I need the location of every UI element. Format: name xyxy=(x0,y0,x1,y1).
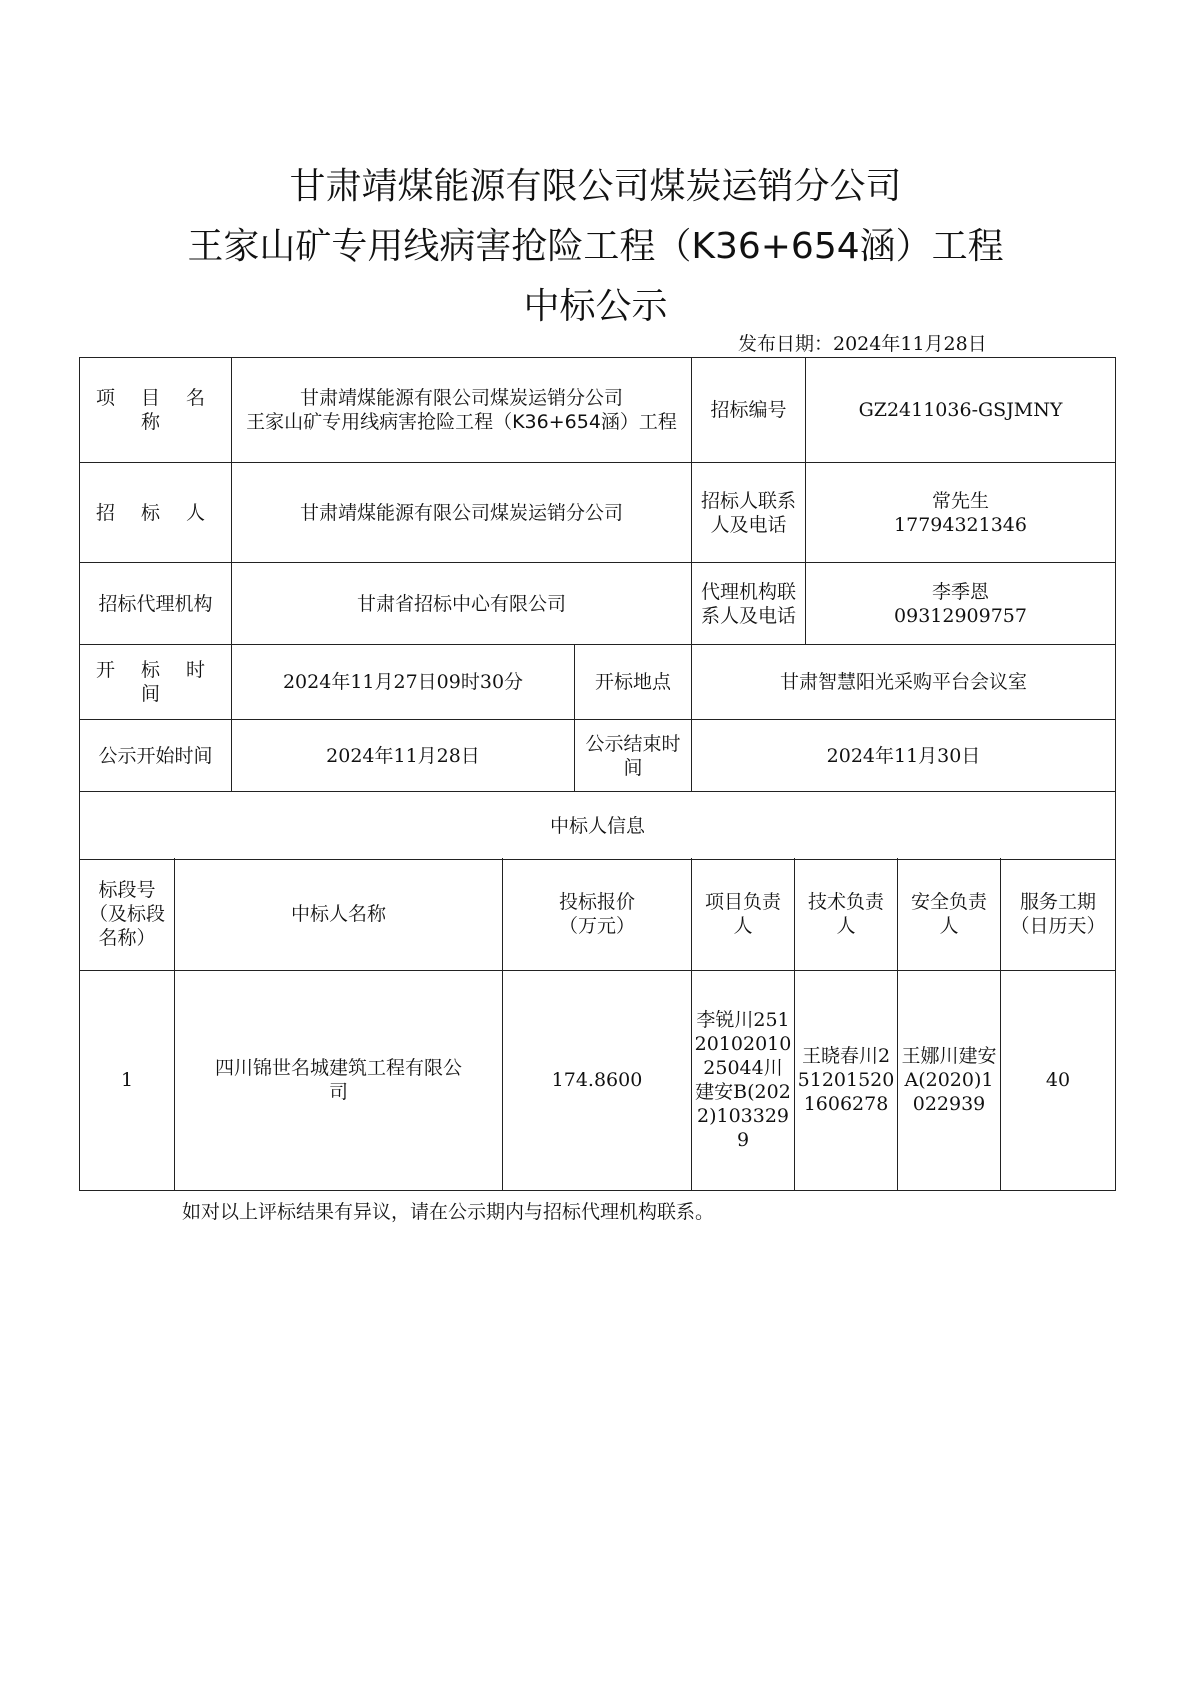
row-price: 174.8600 xyxy=(503,970,692,1190)
agency-contact-label: 代理机构联系人及电话 xyxy=(692,563,806,645)
header-project-manager: 项目负责人 xyxy=(692,858,795,970)
row-lot: 1 xyxy=(80,970,175,1190)
publish-date: 发布日期：2024年11月28日 xyxy=(738,333,987,355)
project-name-label: 项 目 名 称 xyxy=(80,358,232,463)
agency-label: 招标代理机构 xyxy=(80,563,232,645)
project-name-line2: 王家山矿专用线病害抢险工程（K36+654涵）工程 xyxy=(246,411,677,433)
publicity-start-label: 公示开始时间 xyxy=(80,720,232,792)
bid-no-label: 招标编号 xyxy=(692,358,806,463)
agency-contact-phone: 09312909757 xyxy=(894,604,1027,627)
tenderer-value: 甘肃靖煤能源有限公司煤炭运销分公司 xyxy=(232,463,692,563)
objection-note: 如对以上评标结果有异议，请在公示期内与招标代理机构联系。 xyxy=(182,1201,715,1223)
document-title-line1: 甘肃靖煤能源有限公司煤炭运销分公司 xyxy=(289,166,902,207)
agency-value: 甘肃省招标中心有限公司 xyxy=(232,563,692,645)
agency-contact-value xyxy=(806,563,1116,645)
open-time-value: 2024年11月27日09时30分 xyxy=(232,645,575,720)
project-name-line1: 甘肃靖煤能源有限公司煤炭运销分公司 xyxy=(300,387,624,409)
publicity-end-label: 公示结束时间 xyxy=(575,720,692,792)
open-time-label: 开 标 时 间 xyxy=(80,645,232,720)
publicity-end-value: 2024年11月30日 xyxy=(692,720,1116,792)
winner-table xyxy=(79,858,1116,1191)
tenderer-contact-phone: 17794321346 xyxy=(894,513,1027,536)
header-service-period: 服务工期（日历天） xyxy=(1001,858,1116,970)
row-tech-manager: 王晓春川2512015201606278 xyxy=(795,970,898,1190)
header-tech-manager: 技术负责人 xyxy=(795,858,898,970)
tenderer-label: 招 标 人 xyxy=(80,463,232,563)
document-title-line2: 王家山矿专用线病害抢险工程（K36+654涵）工程 xyxy=(187,226,1004,267)
header-safety-manager: 安全负责人 xyxy=(898,858,1001,970)
project-name-value xyxy=(232,358,692,463)
row-safety-manager: 王娜川建安A(2020)1022939 xyxy=(898,970,1001,1190)
header-winner-name: 中标人名称 xyxy=(175,858,503,970)
header-price: 投标报价（万元） xyxy=(503,858,692,970)
agency-contact-name: 李季恩 xyxy=(932,580,990,603)
bid-no-value: GZ2411036-GSJMNY xyxy=(806,358,1116,463)
publicity-start-value: 2024年11月28日 xyxy=(232,720,575,792)
row-project-manager: 李锐川2512010201025044川建安B(2022)1033299 xyxy=(692,970,795,1190)
winner-section-title: 中标人信息 xyxy=(80,792,1116,860)
row-service-period: 40 xyxy=(1001,970,1116,1190)
tenderer-contact-value xyxy=(806,463,1116,563)
row-winner-name: 四川锦世名城建筑工程有限公司 xyxy=(175,970,503,1190)
header-lot: 标段号（及标段名称） xyxy=(80,858,175,970)
tenderer-contact-label: 招标人联系人及电话 xyxy=(692,463,806,563)
open-place-label: 开标地点 xyxy=(575,645,692,720)
tenderer-contact-name: 常先生 xyxy=(932,489,990,512)
info-table xyxy=(79,357,1116,860)
open-place-value: 甘肃智慧阳光采购平台会议室 xyxy=(692,645,1116,720)
document-title-line3: 中标公示 xyxy=(523,286,668,327)
